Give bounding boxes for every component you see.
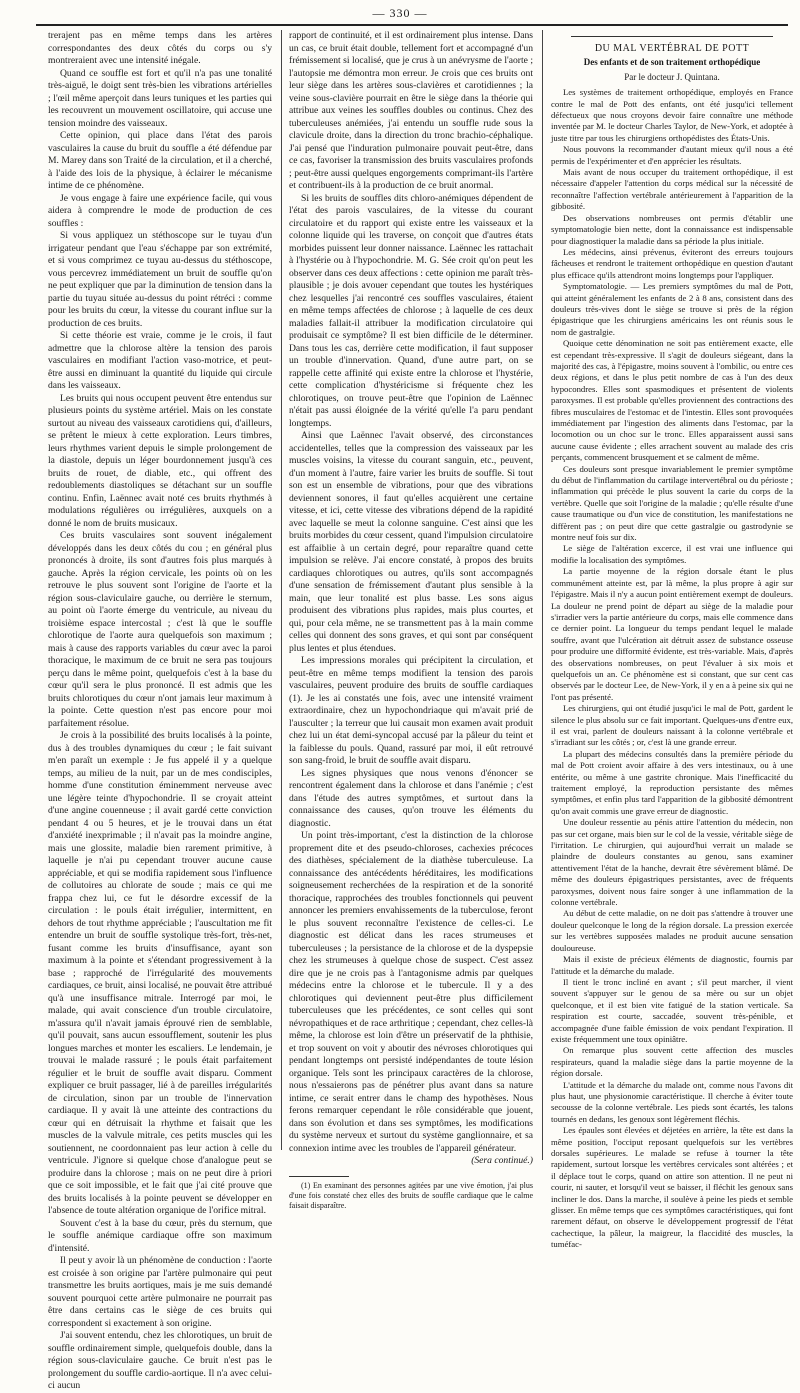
article-header — [551, 36, 793, 83]
column-divider-2 — [542, 30, 543, 1160]
paragraph: Si vous appliquez un stéthoscope sur le tuyau d'un irrigateur pendant que l'eau s'échappe par son extrémité, et si vous comprimez ce tuyau au-dessus du stéthoscope, vous percevrez immédiatement un bruit de souffle qu'on ne peut expliquer que par la diminution de tension dans la partie du tuyau située au-dessus du point rétréci : comme pour les bruits du cœur, la vitesse du courant influe sur la production de ces bruits. — [48, 230, 272, 329]
paragraph: Une douleur ressentie au pénis attire l'attention du médecin, non pas sur cet organe, mais bien sur le col de la vessie, véritable siège de l'irritation. Le chirurgien, qui aujourd'hui verrait un malade se plaindre de douleurs constantes au genou, sans examiner attentivement l'état de la hanche, devrait être sévèrement blâmé. De même des douleurs épigastriques persistantes, avec de fréquents paroxysmes, doivent nous faire songer à une inflammation de la colonne vertébrale. — [551, 817, 793, 908]
paragraph: J'ai souvent entendu, chez les chlorotiques, un bruit de souffle ordinairement simple, quelquefois double, dans la région sous-claviculaire gauche. Ce bruit n'est pas le prolongement du souffle cardio-aortique. Il n'a avec celui-ci aucun — [48, 1330, 272, 1391]
paragraph: Si les bruits de souffles dits chloro-anémiques dépendent de l'état des parois vasculaires, de la vitesse du courant circulatoire et du rapport qui existe entre les vaisseaux et la colonne liquide qui les traverse, on conçoit que d'autres états morbides puissent leur donner naissance. Laënnec les rattachait à l'hystérie ou à l'hypochondrie. M. G. Sée croit qu'on peut les observer dans ces deux affections : cette opinion me paraît très-plausible ; je dois avouer cependant que toutes les hystériques chez lesquelles j'ai rencontré ces souffles vasculaires, étaient en même temps affectées de chlorose ; à laquelle de ces deux maladies fallait-il attribuer la modification circulatoire qui produisait ce symptôme? Il est bien difficile de le déterminer. Dans tous les cas, derrière cette modification, il faut supposer un trouble d'innervation. Quand, d'une autre part, on se rappelle cette affinité qui existe entre la chlorose et l'hystérie, cette complication d'hystéricisme si fréquente chez les chlorotiques, on trouve peut-être que l'opinion de Laënnec n'était pas aussi éloignée de la vérité qu'elle l'a paru pendant longtemps. — [289, 192, 533, 429]
paragraph: rapport de continuité, et il est ordinairement plus intense. Dans un cas, ce bruit était double, tellement fort et accompagné d'un frémissement si localisé, que je crus à un anévrysme de l'aorte ; l'autopsie me démontra mon erreur. Je crois que ces bruits ont leur siège dans les artères sous-clavières et carotidiennes ; la veine sous-clavière pourrait en être le siège dans la théorie qui attribue aux veines les souffles doubles ou continus. Chez des tuberculeuses anémiées, j'ai entendu un souffle rude sous la clavicule droite, dans la direction du tronc brachio-céphalique. J'ai pensé que l'induration pulmonaire pouvait peut-être, dans ce cas, favoriser la transmission des bruits vasculaires profonds ; peut-être aussi quelques engorgements comprimant-ils l'artère et contribuent-ils à la production de ce bruit anormal. — [289, 30, 533, 191]
paragraph: Des observations nombreuses ont permis d'établir une symptomatologie bien nette, dont la connaissance est indispensable pour diagnostiquer la maladie dans sa période la plus initiale. — [551, 212, 793, 246]
page-number: — 330 — — [372, 6, 428, 20]
paragraph: Les médecins, ainsi prévenus, éviteront des erreurs toujours fâcheuses et rendront le traitement orthopédique en question d'autant plus efficace qu'ils attendront moins longtemps pour l'appliquer. — [551, 246, 793, 280]
column-1 — [48, 30, 272, 1391]
paragraph: Un point très-important, c'est la distinction de la chlorose proprement dite et des pseudo-chloroses, cachexies précoces des diathèses, spécialement de la diathèse tuberculeuse. La connaissance des antécédents héréditaires, les modifications soigneusement recherchées de la respiration et de la sonorité thoracique, rapprochées des troubles fonctionnels qui peuvent annoncer les premiers envahissements de la tuberculose, feront le plus souvent reconnaître l'existence de celles-ci. Le diagnostic est délicat dans les races strumeuses et tuberculeuses ; la persistance de la chlorose et de la dyspepsie chez les strumeuses à quelque chose de suspect. C'est assez dire que je ne crois pas à l'antagonisme admis par quelques médecins entre la chlorose et le tubercule. Il y a des chlorotiques qui deviennent peut-être plus difficilement tuberculeuses que les précédentes, ce sont celles qui sont névropathiques et de race arthritique ; cependant, chez celles-là même, la chlorose est loin d'être un préservatif de la phthisie, et trop souvent on voit y aboutir des névroses chlorotiques qui pendant longtemps ont persisté indépendantes de toute lésion organique. Tels sont les principaux caractères de la chlorose, nous n'essaierons pas de pénétrer plus avant dans sa nature intime, ce serait entrer dans le champ des hypothèses. Nous ferons remarquer cependant le rôle considérable que jouent, dans son évolution et dans ses symptômes, les modifications du système nerveux et surtout du système ganglionnaire, et sa connexion intime avec les troubles de l'appareil générateur. — [289, 830, 533, 1154]
paragraph: Au début de cette maladie, on ne doit pas s'attendre à trouver une douleur quelconque le long de la région dorsale. La pression exercée sur les vertèbres supposées malades ne produit aucune sensation douloureuse. — [551, 908, 793, 953]
article-rule — [571, 36, 773, 37]
paragraph: Les impressions morales qui précipitent la circulation, et peut-être en même temps modifient la tension des parois vasculaires, peuvent produire des bruits de souffle cardiaques (1). Je les ai constatés une fois, avec une intensité vraiment extraordinaire, chez un hypochondriaque qui m'avait prié de l'ausculter ; la terreur que lui causait mon examen avait produit chez lui un état demi-syncopal accusé par la pâleur du teint et la faiblesse du pouls. Quand, rassuré par moi, il eût retrouvé son sang-froid, le bruit de souffle avait disparu. — [289, 655, 533, 766]
paragraph: Ces douleurs sont presque invariablement le premier symptôme du début de l'inflammation du cartilage intervertébral ou du périoste ; inflammation qui précède le plus souvent la carie du corps de la vertèbre. Quelle que soit l'origine de la maladie ; qu'elle résulte d'une cause traumatique ou d'un vice de constitution, les manifestations ne diffèrent pas ; on peut dire que cette gastralgie ou gastrodynie se montre neuf fois sur dix. — [551, 463, 793, 543]
continuation-note: (Sera continué.) — [471, 1155, 533, 1166]
paragraph: Les épaules sont élevées et déjetées en arrière, la tête est dans la même position, l'occiput reposant quelquefois sur les vertèbres dorsales supérieures. Le malade se refuse à tourner la tête rapidement, surtout lorsque les vertèbres cervicales sont altérées ; et il déplace tout le corps, quand on attire son attention. Il ne peut ni courir, ni sauter, et lorsqu'il veut se baisser, il fléchit les genoux sans incliner le dos. Dans la marche, il soulève à peine les pieds et semble glisser. En même temps que ces symptômes caractéristiques, qui font rarement défaut, on observe le développement progressif de l'état cachectique, la pâleur, la maigreur, la flaccidité des muscles, la tuméfac- — [551, 1125, 793, 1250]
paragraph: trerajent pas en même temps dans les artères correspondantes des deux côtés du corps ou s'y montreraient avec une intensité inégale. — [48, 30, 272, 66]
paragraph: Ces bruits vasculaires sont souvent inégalement développés dans les deux côtés du cou ; en général plus prononcés à droite, ils sont d'autres fois plus marqués à gauche. Après la région cervicale, les points où on les retrouve le plus souvent sont l'origine de l'aorte et la région sous-claviculaire gauche, ou derrière le sternum, au point où l'aorte émerge du ventricule, au niveau du troisième espace intercostal ; c'est là que le souffle chlorotique de l'aorte aura quelquefois son maximum ; mais à cause des rapports variables du cœur avec la paroi thoracique, le maximum de ce bruit ne sera pas toujours perçu dans le même point, quelquefois c'est à la base du cœur qu'il sera le plus prononcé. Il est admis que les bruits chlorotiques du cœur n'ont jamais leur maximum à la pointe. Cette question n'est pas encore pour moi parfaitement résolue. — [48, 530, 272, 729]
column-3 — [551, 30, 793, 1250]
paragraph: Mais avant de nous occuper du traitement orthopédique, il est nécessaire d'appeler l'attention du corps médical sur la nécessité de reconnaître l'affection vertébrale antérieurement à l'apparition de la gibbosité. — [551, 167, 793, 212]
paragraph: Nous pouvons la recommander d'autant mieux qu'il nous a été permis de l'expérimenter et d'en apprécier les résultats. — [551, 144, 793, 166]
paragraph: Mais il existe de précieux éléments de diagnostic, fournis par l'attitude et la démarche du malade. — [551, 954, 793, 976]
footnote-rule — [289, 1176, 349, 1177]
paragraph: Souvent c'est à la base du cœur, près du sternum, que le souffle anémique cardiaque offre son maximum d'intensité. — [48, 1217, 272, 1254]
paragraph: Il tient le tronc incliné en avant ; s'il peut marcher, il vient souvent s'appuyer sur le genou de sa mère ou sur un objet quelconque, et il est bien vite fatigué de la station verticale. Sa respiration est courte, saccadée, souvent très-pénible, et accompagnée d'une faible émission de voix pendant l'expiration. Il existe fréquemment une toux opiniâtre. — [551, 976, 793, 1044]
paragraph: Cette opinion, qui place dans l'état des parois vasculaires la cause du bruit du souffle a été défendue par M. Marey dans son Traité de la circulation, et il a cherché, à l'aide des lois de la physique, à éclairer le mécanisme intime de ce phénomène. — [48, 130, 272, 191]
paragraph: Les bruits qui nous occupent peuvent être entendus sur plusieurs points du système artériel. Mais on les constate surtout au niveau des vaisseaux carotidiens qui, d'ailleurs, se prêtent le mieux à cette exploration. Leurs timbres, leurs rhythmes varient depuis le simple prolongement de la diastole, depuis un léger bourdonnement jusqu'à ces bruits de rouet, de diable, etc., qui offrent des redoublements diastoliques se détachant sur un souffle continu. Enfin, Laënnec avait noté ces bruits rhythmés à modulations régulières ou irrégulières, auxquels on a donné le nom de bruits musicaux. — [48, 392, 272, 529]
column-2 — [289, 30, 533, 1210]
article-title: DU MAL VERTÉBRAL DE POTT — [594, 43, 750, 54]
paragraph: Le siège de l'altération excerce, il est vrai une influence qui modifie la localisation des symptômes. — [551, 543, 793, 565]
paragraph: Les signes physiques que nous venons d'énoncer se rencontrent également dans la chlorose et dans l'anémie ; c'est dans l'étude des autres symptômes, et surtout dans la connaissance des causes, qu'on trouve les éléments du diagnostic. — [289, 767, 533, 829]
article-author: Par le docteur J. Quintana. — [624, 71, 720, 82]
paragraph: On remarque plus souvent cette affection des muscles respirateurs, quand la maladie siège dans la partie moyenne de la région dorsale. — [551, 1045, 793, 1079]
paragraph: La partie moyenne de la région dorsale étant le plus communément atteinte est, par là même, la plus propre à agir sur l'épigastre. Mais il n'y a aucun point entièrement exempt de douleurs. La douleur ne prend point de départ au siège de la maladie pour s'irradier vers la partie antérieure du corps, mais elle commence dans ce dernier point. La longueur du temps pendant lequel le malade souffre, avant que l'ulcération ait détruit assez de substance osseuse pour produire une difformité évidente, est très-variable. Mais, d'après des observations nombreuses, on peut l'évaluer à six mois et quelquefois un an. Ce phénomène est si constant, que sur cent cas observés par le docteur Lee, de New-York, il y en a à peine six qui ne l'ont pas présenté. — [551, 566, 793, 702]
paragraph: L'attitude et la démarche du malade ont, comme nous l'avons dit plus haut, une physionomie caractéristique. Il cherche à éviter toute secousse de la colonne vertébrale. Les pieds sont écartés, les talons tournés en dedans, les genoux sont légèrement fléchis. — [551, 1079, 793, 1124]
paragraph: La plupart des médecins consultés dans la première période du mal de Pott croient avoir affaire à des vers intestinaux, ou à une entérite, ou même à une gastrite chronique. Mais l'inefficacité du traitement employé, la reproduction persistante des mêmes symptômes, et enfin plus tard l'apparition de la gibbosité démontrent qu'on avait commis une grave erreur de diagnostic. — [551, 748, 793, 816]
paragraph: Quoique cette dénomination ne soit pas entièrement exacte, elle est cependant très-expressive. Il s'agit de douleurs siégeant, dans la majorité des cas, à l'épigastre, moins souvent à l'ombilic, ou entre ces deux régions, et dans le plus petit nombre de cas à l'un des deux hypocondres. Elles sont spasmodiques et présentent de violents paroxysmes. Il est probable qu'elles proviennent des contractions des fibres musculaires de l'estomac et de l'intestin. Elles sont provoquées immédiatement par l'ingestion des aliments dans l'estomac, par la locomotion ou un choc sur le tronc. Elles apparaissent aussi sans aucune cause évidente ; elles arrachent souvent au malade des cris perçants, commencent brusquement et se calment de même. — [551, 338, 793, 463]
article-subtitle: Des enfants et de son traitement orthopédique — [583, 57, 761, 68]
paragraph: Ainsi que Laënnec l'avait observé, des circonstances accidentelles, telles que la compression des vaisseaux par les muscles voisins, la vitesse du courant sanguin, etc., peuvent, d'un moment à l'autre, faire varier les bruits de souffle. Si tout son est un ensemble de vibrations, pour que des vibrations deviennent sonores, il faut qu'elles acquièrent une certaine vitesse, et ici, cette vitesse des vibrations dépend de la rapidité avec laquelle se meut la colonne sanguine. C'est ainsi que les bruits morbides du cœur cessent, quand l'impulsion circulatoire est affaiblie à un certain degré, pour reparaître quand cette impulsion se relève. J'ai encore constaté, à propos des bruits cardiaques chlorotiques ou autres, qu'ils sont accompagnés d'une sensation de frémissement d'autant plus sensible à la main, que leur tonalité est plus basse. Les sons aigus produisent des vibrations plus rapides, mais plus courtes, et qui, pour cela même, ne se transmettent pas à la main comme celles qui donnent des sons graves, et qui sont par conséquent plus lentes et plus étendues. — [289, 430, 533, 654]
paragraph: Les chirurgiens, qui ont étudié jusqu'ici le mal de Pott, gardent le silence le plus absolu sur ce fait important. Quelques-uns d'entre eux, il est vrai, parlent de douleurs naissant à la colonne vertébrale et s'irradiant sur les côtés ; or, c'est là une grande erreur. — [551, 703, 793, 748]
paragraph: Il peut y avoir là un phénomène de conduction : l'aorte est croisée à son origine par l'artère pulmonaire qui peut transmettre les bruits aortiques, mais je me suis demandé souvent pourquoi cette artère pulmonaire ne pourrait pas être dans certains cas le siège de ces bruits qui correspondent si exactement à son origine. — [48, 1255, 272, 1329]
paragraph: Je crois à la possibilité des bruits localisés à la pointe, dus à des troubles dynamiques du cœur ; le fait suivant m'en paraît un exemple : Je fus appelé il y a quelque temps, au milieu de la nuit, par un de mes condisciples, homme d'une constitution éminemment nerveuse avec une légère teinte d'hypochondrie. Il se croyait atteint d'une angine couenneuse ; il avait gardé cette conviction pendant 4 ou 5 heures, et je le trouvai dans un état d'anxiété inexprimable ; il n'avait pas la moindre angine, mais une glossite, maladie bien rarement primitive, à laquelle je n'ai pu cependant trouver aucune cause appréciable, et qui se modifia rapidement sous l'influence de collutoires au chlorate de soude ; mais ce qui me frappa chez lui, ce fut le désordre excessif de la circulation : le pouls était irrégulier, intermittent, en dehors de tout rhythme appréciable ; l'auscultation me fit entendre un bruit de souffle systolique très-fort, très-net, fusant comme les bruits d'insuffisance, ayant son maximum à la pointe et s'étendant progressivement à la base ; rapproché de l'irrégularité des mouvements cardiaques, ce bruit, ainsi localisé, ne pouvait être attribué qu'à une insuffisance mitrale. Interrogé par moi, le malade, qui avait conscience d'un trouble circulatoire, m'assura qu'il n'avait jamais éprouvé rien de semblable, qu'il pouvait, sans aucun essoufflement, soutenir les plus longues marches et monter les escaliers. Le lendemain, je trouvai le malade rassuré ; le pouls était parfaitement régulier et le bruit de souffle avait disparu. Comment expliquer ce bruit passager, lié à de pareilles irrégularités de circulation, sinon par un trouble de l'innervation cardiaque. Il y avait là une atteinte des contractions du cœur qui en détruisait la rhythme et faisait que les muscles de la valvule mitrale, ces petits muscles qui les soutiennent, ne coordonnaient pas leur action à celle du ventricule. J'ignore si quelque chose d'analogue peut se produire dans la chlorose ; mais on ne peut dire à priori que ce soit impossible, et le fait que j'ai cité prouve que des bruits localisés à la pointe peuvent se développer en l'absence de toute altération organique de l'orifice mitral. — [48, 730, 272, 1216]
paragraph: Je vous engage à faire une expérience facile, qui vous aidera à comprendre le mode de production de ces souffles : — [48, 192, 272, 229]
paragraph: Les systèmes de traitement orthopédique, employés en France contre le mal de Pott des enfants, ont été jusqu'ici tellement défectueux que nous croyons devoir faire connaître une méthode inventée par M. le docteur Charles Taylor, de New-York, et adoptée à juste titre par tous les chirurgiens orthopédistes des États-Unis. — [551, 87, 793, 143]
header-rule — [36, 24, 788, 26]
paragraph: Symptomatologie. — Les premiers symptômes du mal de Pott, qui atteint généralement les enfants de 2 à 8 ans, consistent dans des douleurs très-vives dont le siège se trouve si près de la région épigastrique que les chirurgiens américains les ont réunis sous le nom de gastralgie. — [551, 281, 793, 337]
footnote: (1) En examinant des personnes agitées par une vive émotion, j'ai plus d'une fois constaté chez elles des bruits de souffle cardiaque que le calme faisait disparaître. — [289, 1180, 533, 1210]
paragraph: Si cette théorie est vraie, comme je le crois, il faut admettre que la chlorose altère la tension des parois vasculaires en modifiant l'action vaso-motrice, et peut-être aussi en diminuant la quantité du liquide qui circule dans les vaisseaux. — [48, 330, 272, 391]
column-divider-1 — [281, 30, 282, 1150]
paragraph: Quand ce souffle est fort et qu'il n'a pas une tonalité très-aiguë, le doigt sent très-bien les vibrations artérielles ; l'œil même aperçoit dans leurs tuniques et les parties qui les recouvrent un mouvement oscillatoire, qui accuse une tension moindre des vaisseaux. — [48, 67, 272, 129]
